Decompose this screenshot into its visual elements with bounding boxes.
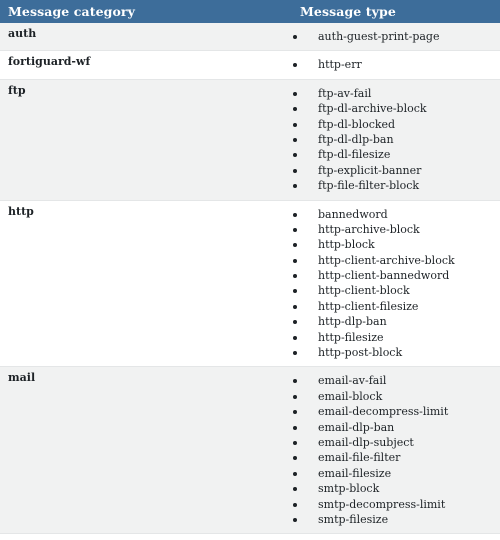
list-item bbox=[279, 29, 500, 44]
table-row bbox=[0, 23, 500, 51]
bullet-icon bbox=[293, 289, 297, 293]
message-type-label: http-client-block bbox=[318, 284, 410, 298]
message-type-label: http-filesize bbox=[318, 330, 384, 344]
message-type-label: email-filesize bbox=[318, 466, 392, 480]
bullet-icon bbox=[293, 379, 297, 383]
list-item bbox=[279, 178, 500, 193]
bullet-icon bbox=[293, 395, 297, 399]
message-type-label: email-file-filter bbox=[318, 451, 401, 465]
message-type-label: smtp-decompress-limit bbox=[318, 497, 446, 511]
message-type-label: http-err bbox=[318, 58, 362, 72]
type-list bbox=[279, 23, 500, 50]
type-cell bbox=[279, 51, 500, 79]
type-cell bbox=[279, 79, 500, 200]
bullet-icon bbox=[293, 228, 297, 232]
list-item bbox=[279, 435, 500, 450]
list-item bbox=[279, 420, 500, 435]
bullet-icon bbox=[293, 503, 297, 507]
list-item bbox=[279, 466, 500, 481]
table-row bbox=[0, 200, 500, 367]
bullet-icon bbox=[293, 153, 297, 157]
message-type-label: ftp-dl-dlp-ban bbox=[318, 132, 394, 146]
message-type-label: ftp-explicit-banner bbox=[318, 163, 422, 177]
category-cell bbox=[0, 79, 279, 200]
bullet-icon bbox=[293, 63, 297, 67]
bullet-icon bbox=[293, 92, 297, 96]
bullet-icon bbox=[293, 274, 297, 278]
category-label: http bbox=[8, 204, 34, 218]
list-item bbox=[279, 237, 500, 252]
message-type-label: auth-guest-print-page bbox=[318, 30, 440, 43]
header-message-type: Message type bbox=[279, 0, 500, 23]
message-type-label: http-client-archive-block bbox=[318, 253, 455, 267]
bullet-icon bbox=[293, 351, 297, 355]
category-cell bbox=[0, 367, 279, 534]
type-cell bbox=[279, 367, 500, 534]
message-type-label: http-client-filesize bbox=[318, 299, 419, 313]
list-item bbox=[279, 404, 500, 419]
bullet-icon bbox=[293, 320, 297, 324]
list-item bbox=[279, 512, 500, 527]
message-type-label: email-dlp-subject bbox=[318, 435, 414, 449]
category-label: ftp bbox=[8, 83, 26, 97]
list-item bbox=[279, 253, 500, 268]
message-type-label: email-decompress-limit bbox=[318, 405, 449, 419]
list-item bbox=[279, 389, 500, 404]
list-item bbox=[279, 147, 500, 162]
message-type-label: email-av-fail bbox=[318, 374, 387, 388]
message-type-label: http-post-block bbox=[318, 346, 403, 360]
message-type-label: email-block bbox=[318, 389, 383, 403]
list-item bbox=[279, 345, 500, 360]
type-cell bbox=[279, 200, 500, 367]
message-type-label: ftp-dl-filesize bbox=[318, 148, 391, 162]
bullet-icon bbox=[293, 259, 297, 263]
bullet-icon bbox=[293, 123, 297, 127]
bullet-icon bbox=[293, 35, 297, 39]
list-item bbox=[279, 373, 500, 388]
list-item bbox=[279, 330, 500, 345]
type-cell bbox=[279, 23, 500, 51]
message-type-label: bannedword bbox=[318, 207, 388, 221]
message-type-label: http-client-bannedword bbox=[318, 269, 450, 283]
table-header-row bbox=[0, 0, 500, 23]
message-type-label: smtp-block bbox=[318, 482, 380, 496]
list-item bbox=[279, 207, 500, 222]
bullet-icon bbox=[293, 138, 297, 142]
bullet-icon bbox=[293, 472, 297, 476]
category-cell bbox=[0, 51, 279, 79]
bullet-icon bbox=[293, 336, 297, 340]
list-item bbox=[279, 101, 500, 116]
bullet-icon bbox=[293, 213, 297, 217]
message-type-label: ftp-av-fail bbox=[318, 86, 372, 100]
list-item bbox=[279, 314, 500, 329]
message-type-label: email-dlp-ban bbox=[318, 420, 395, 434]
table-body bbox=[0, 23, 500, 534]
list-item bbox=[279, 497, 500, 512]
bullet-icon bbox=[293, 441, 297, 445]
bullet-icon bbox=[293, 243, 297, 247]
list-item bbox=[279, 132, 500, 147]
list-item bbox=[279, 481, 500, 496]
list-item bbox=[279, 268, 500, 283]
list-item bbox=[279, 222, 500, 237]
table-row bbox=[0, 79, 500, 200]
message-type-label: ftp-dl-blocked bbox=[318, 117, 396, 131]
message-type-label: ftp-dl-archive-block bbox=[318, 102, 427, 116]
type-list bbox=[279, 51, 500, 78]
message-type-label: ftp-file-filter-block bbox=[318, 179, 420, 193]
list-item bbox=[279, 163, 500, 178]
category-label: fortiguard-wf bbox=[8, 55, 91, 69]
bullet-icon bbox=[293, 107, 297, 111]
category-cell bbox=[0, 23, 279, 51]
category-label: auth bbox=[8, 27, 37, 40]
list-item bbox=[279, 450, 500, 465]
type-list bbox=[279, 201, 500, 367]
bullet-icon bbox=[293, 184, 297, 188]
type-list bbox=[279, 367, 500, 533]
message-type-label: smtp-filesize bbox=[318, 512, 389, 526]
bullet-icon bbox=[293, 410, 297, 414]
table-row bbox=[0, 367, 500, 534]
header-message-category: Message category bbox=[0, 0, 279, 23]
message-type-label: http-dlp-ban bbox=[318, 315, 387, 329]
list-item bbox=[279, 117, 500, 132]
type-list bbox=[279, 80, 500, 200]
message-type-label: http-archive-block bbox=[318, 222, 420, 236]
bullet-icon bbox=[293, 169, 297, 173]
bullet-icon bbox=[293, 518, 297, 522]
list-item bbox=[279, 299, 500, 314]
bullet-icon bbox=[293, 426, 297, 430]
category-label: mail bbox=[8, 371, 36, 385]
message-type-label: http-block bbox=[318, 238, 375, 252]
bullet-icon bbox=[293, 487, 297, 491]
table-row bbox=[0, 51, 500, 79]
bullet-icon bbox=[293, 456, 297, 460]
bullet-icon bbox=[293, 305, 297, 309]
list-item bbox=[279, 57, 500, 72]
category-cell bbox=[0, 200, 279, 367]
list-item bbox=[279, 283, 500, 298]
list-item bbox=[279, 86, 500, 101]
